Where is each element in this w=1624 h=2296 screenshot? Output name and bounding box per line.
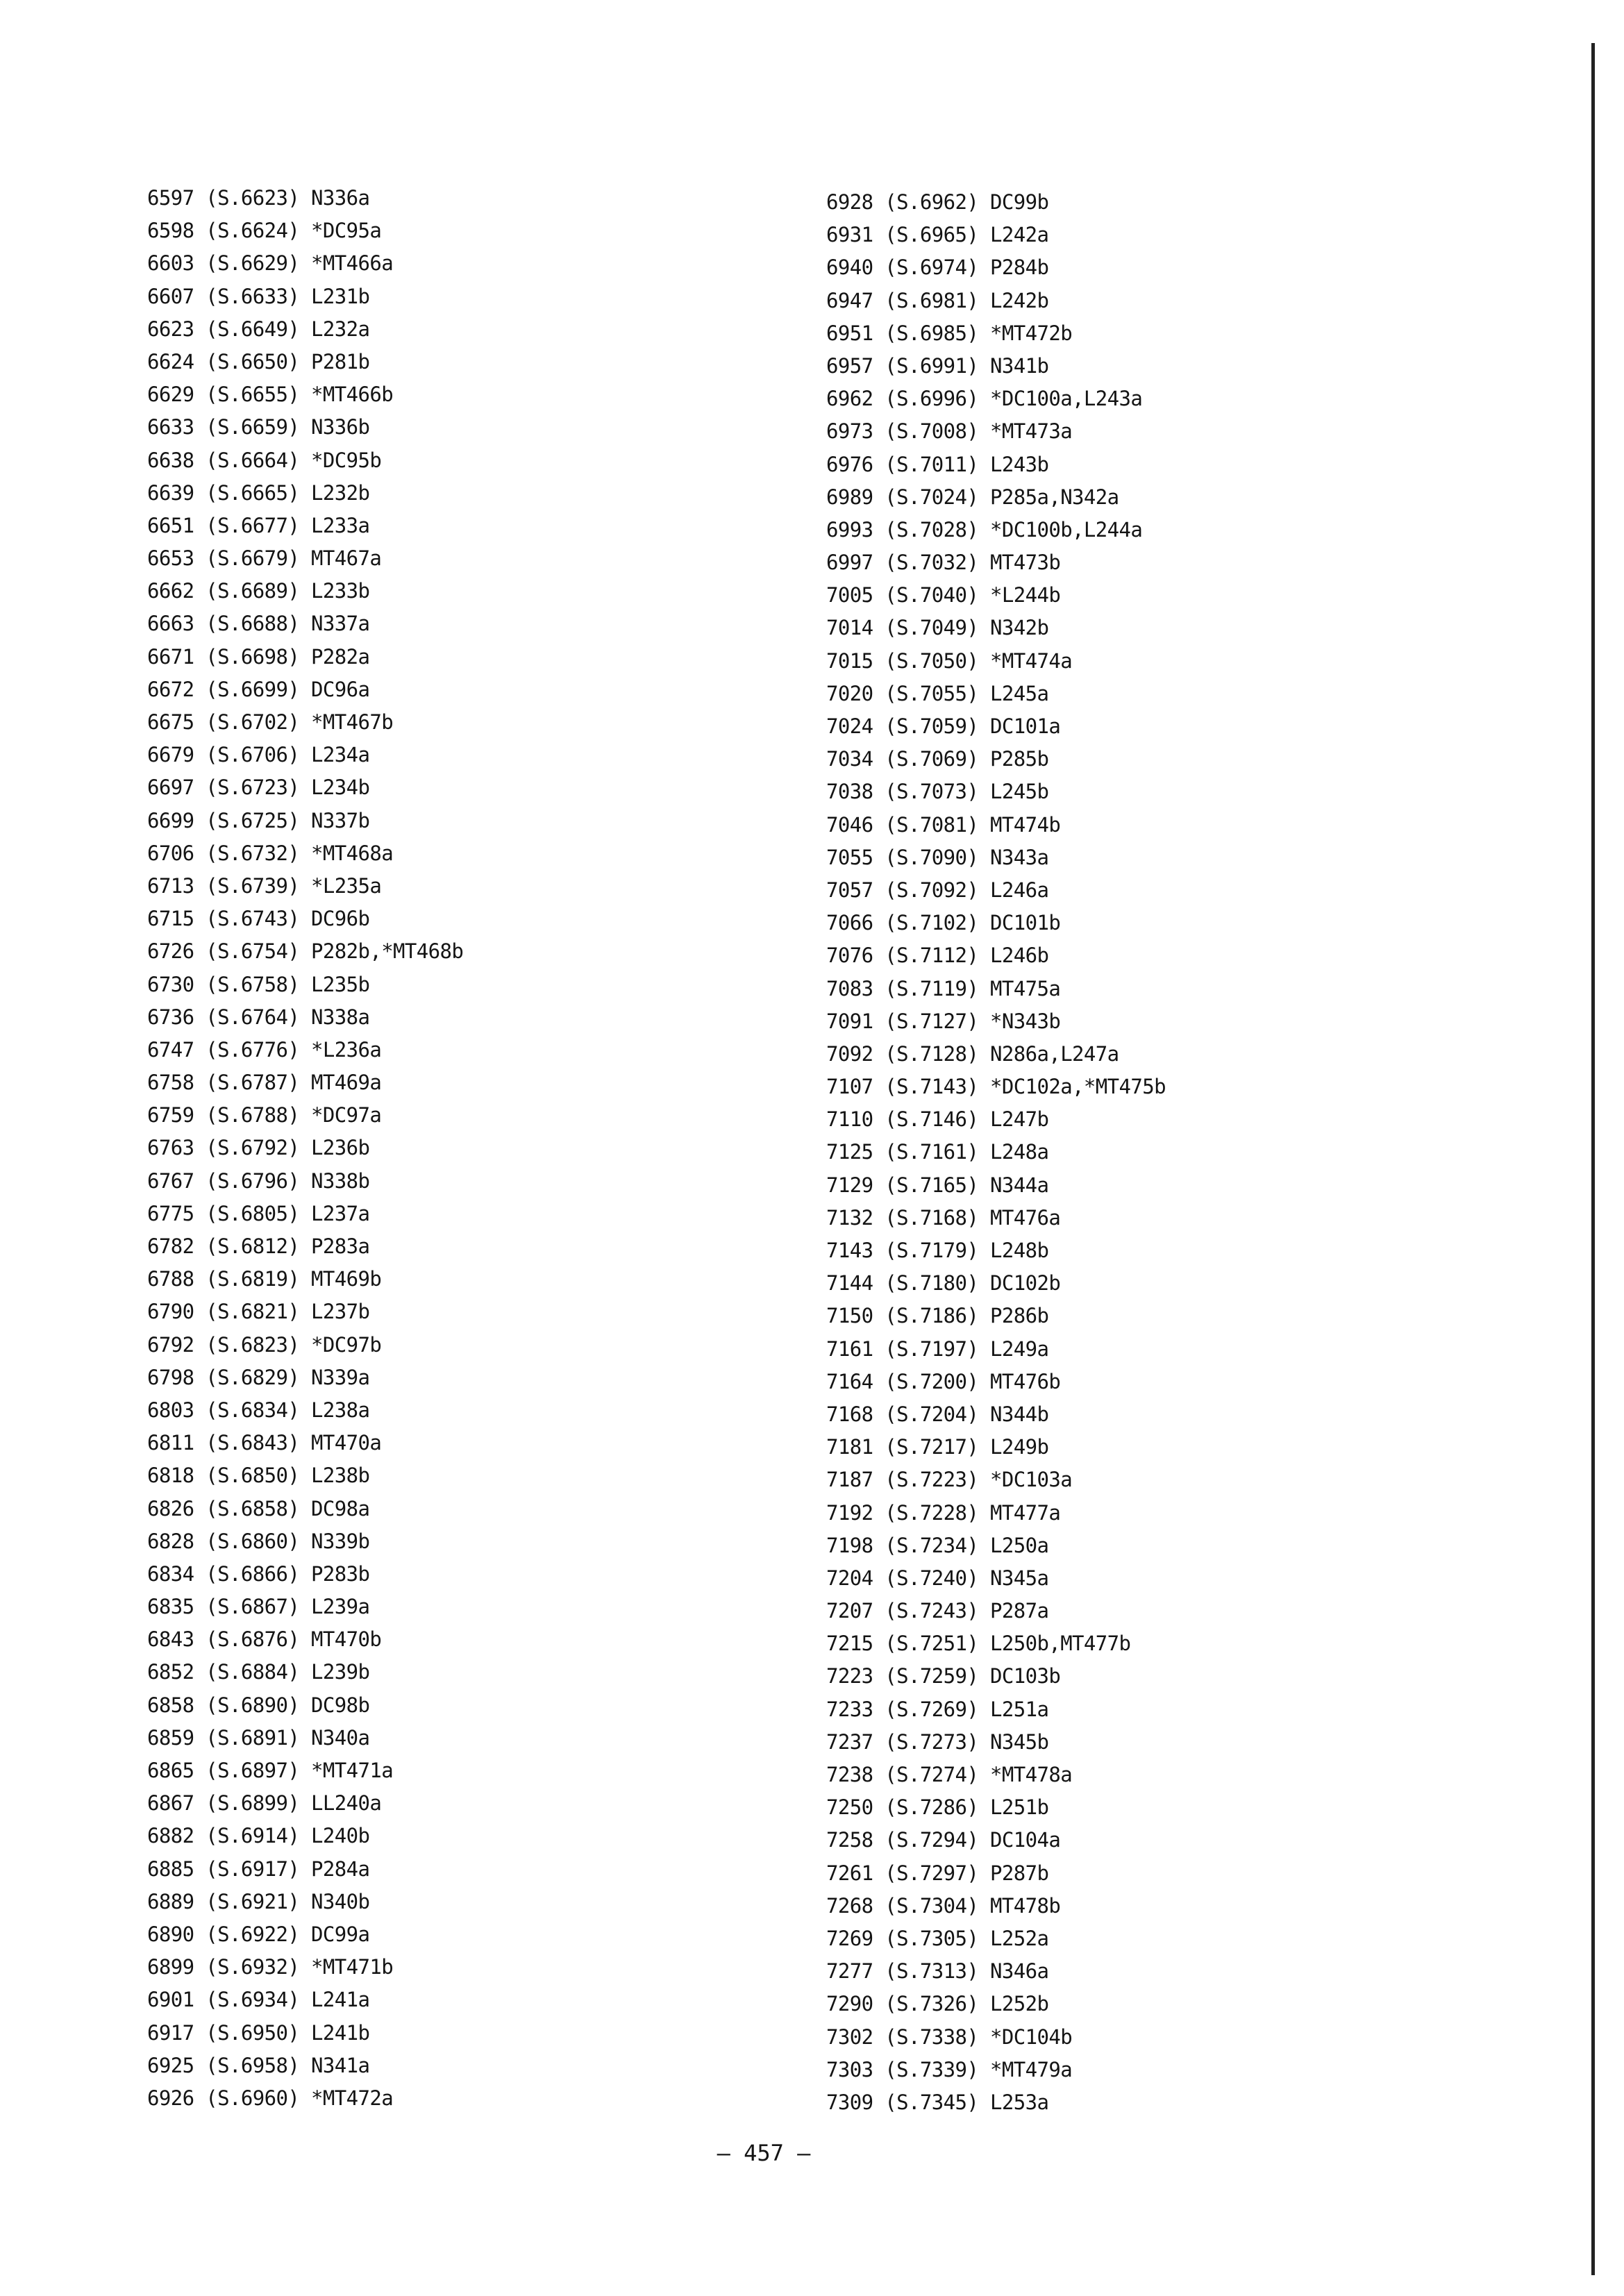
index-entry: 7015 (S.7050) *MT474a [826, 648, 1073, 673]
index-entry: 6790 (S.6821) L237b [147, 1300, 370, 1324]
index-entry: 6858 (S.6890) DC98b [147, 1693, 370, 1717]
index-entry: 7038 (S.7073) L245b [826, 780, 1049, 804]
index-entry: 6623 (S.6649) L232a [147, 317, 370, 341]
index-entry: 7261 (S.7297) P287b [826, 1861, 1049, 1885]
index-entry: 7192 (S.7228) MT477a [826, 1500, 1061, 1525]
index-entry: 6651 (S.6677) L233a [147, 513, 370, 537]
index-entry: 6931 (S.6965) L242a [826, 223, 1049, 247]
index-entry: 6885 (S.6917) P284a [147, 1857, 370, 1881]
index-entry: 6928 (S.6962) DC99b [826, 190, 1049, 214]
index-entry: 6653 (S.6679) MT467a [147, 546, 382, 571]
index-entry: 7204 (S.7240) N345a [826, 1566, 1049, 1590]
index-entry: 6747 (S.6776) *L236a [147, 1037, 382, 1062]
index-entry: 6629 (S.6655) *MT466b [147, 383, 394, 407]
index-entry: 6706 (S.6732) *MT468a [147, 841, 394, 865]
index-entry: 7144 (S.7180) DC102b [826, 1271, 1061, 1296]
index-entry: 6957 (S.6991) N341b [826, 353, 1049, 378]
index-entry: 6788 (S.6819) MT469b [147, 1267, 382, 1291]
index-entry: 6835 (S.6867) L239a [147, 1595, 370, 1619]
index-entry: 6926 (S.6960) *MT472a [147, 2086, 394, 2110]
index-entry: 6758 (S.6787) MT469a [147, 1071, 382, 1095]
index-entry: 7132 (S.7168) MT476a [826, 1205, 1061, 1230]
index-entry: 6962 (S.6996) *DC100a,L243a [826, 387, 1143, 411]
index-entry: 6843 (S.6876) MT470b [147, 1627, 382, 1652]
index-entry: 7005 (S.7040) *L244b [826, 583, 1061, 607]
index-entry: 6947 (S.6981) L242b [826, 288, 1049, 312]
index-entry: 7237 (S.7273) N345b [826, 1729, 1049, 1754]
index-entry: 6951 (S.6985) *MT472b [826, 321, 1073, 345]
index-entry: 7014 (S.7049) N342b [826, 616, 1049, 640]
index-entry: 7164 (S.7200) MT476b [826, 1369, 1061, 1393]
index-entry: 7187 (S.7223) *DC103a [826, 1468, 1073, 1492]
index-entry: 7076 (S.7112) L246b [826, 944, 1049, 968]
index-entry: 7083 (S.7119) MT475a [826, 976, 1061, 1000]
index-entry: 6782 (S.6812) P283a [147, 1234, 370, 1258]
index-entry: 6767 (S.6796) N338b [147, 1168, 370, 1193]
index-entry: 6624 (S.6650) P281b [147, 349, 370, 374]
index-entry: 6828 (S.6860) N339b [147, 1529, 370, 1553]
index-entry: 7066 (S.7102) DC101b [826, 911, 1061, 935]
index-entry: 7092 (S.7128) N286a,L247a [826, 1041, 1119, 1066]
index-entry: 7290 (S.7326) L252b [826, 1992, 1049, 2016]
index-entry: 7168 (S.7204) N344b [826, 1402, 1049, 1426]
index-column-right [826, 186, 1166, 2119]
index-entry: 7024 (S.7059) DC101a [826, 714, 1061, 738]
index-entry: 7046 (S.7081) MT474b [826, 812, 1061, 837]
index-entry: 7238 (S.7274) *MT478a [826, 1763, 1073, 1786]
index-entry: 6607 (S.6633) L231b [147, 284, 370, 308]
index-entry: 7250 (S.7286) L251b [826, 1795, 1049, 1820]
index-entry: 6759 (S.6788) *DC97a [147, 1103, 382, 1128]
index-entry: 6603 (S.6629) *MT466a [147, 251, 394, 276]
index-entry: 6976 (S.7011) L243b [826, 452, 1049, 476]
index-entry: 6993 (S.7028) *DC100b,L244a [826, 517, 1143, 542]
index-entry: 7150 (S.7186) P286b [826, 1304, 1049, 1328]
index-entry: 6973 (S.7008) *MT473a [826, 419, 1073, 444]
index-entry: 6679 (S.6706) L234a [147, 743, 370, 767]
index-entry: 7091 (S.7127) *N343b [826, 1009, 1061, 1033]
index-entry: 6826 (S.6858) DC98a [147, 1496, 370, 1520]
index-entry: 7309 (S.7345) L253a [826, 2090, 1049, 2114]
index-entry: 6834 (S.6866) P283b [147, 1561, 370, 1586]
index-entry: 6672 (S.6699) DC96a [147, 677, 370, 701]
index-entry: 7020 (S.7055) L245a [826, 681, 1049, 705]
index-entry: 7223 (S.7259) DC103b [826, 1664, 1061, 1689]
index-entry: 6663 (S.6688) N337a [147, 612, 370, 636]
index-entry: 7125 (S.7161) L248a [826, 1140, 1049, 1164]
index-entry: 6598 (S.6624) *DC95a [147, 219, 382, 243]
index-entry: 6639 (S.6665) L232b [147, 480, 370, 505]
index-entry: 6798 (S.6829) N339a [147, 1365, 370, 1389]
index-entry: 6662 (S.6689) L233b [147, 579, 370, 603]
index-entry: 6699 (S.6725) N337b [147, 808, 370, 832]
index-entry: 6852 (S.6884) L239b [147, 1660, 370, 1684]
index-entry: 6726 (S.6754) P282b,*MT468b [147, 939, 464, 964]
index-entry: 7198 (S.7234) L250a [826, 1533, 1049, 1557]
index-entry: 7303 (S.7339) *MT479a [826, 2057, 1073, 2081]
index-entry: 6675 (S.6702) *MT467b [147, 710, 394, 734]
index-entry: 6715 (S.6743) DC96b [147, 907, 370, 931]
index-entry: 7161 (S.7197) L249a [826, 1336, 1049, 1361]
index-entry: 6713 (S.6739) *L235a [147, 873, 382, 898]
index-entry: 6867 (S.6899) LL240a [147, 1791, 382, 1816]
binding-edge-line [1591, 43, 1595, 2275]
index-entry: 6889 (S.6921) N340b [147, 1889, 370, 1913]
index-entry: 6818 (S.6850) L238b [147, 1464, 370, 1488]
index-entry: 7207 (S.7243) P287a [826, 1599, 1049, 1623]
index-entry: 7129 (S.7165) N344a [826, 1173, 1049, 1197]
index-entry: 6763 (S.6792) L236b [147, 1136, 370, 1160]
index-entry: 7055 (S.7090) N343a [826, 845, 1049, 869]
index-entry: 6811 (S.6843) MT470a [147, 1431, 382, 1455]
index-entry: 7215 (S.7251) L250b,MT477b [826, 1632, 1131, 1656]
index-entry: 6775 (S.6805) L237a [147, 1201, 370, 1225]
index-entry: 7143 (S.7179) L248b [826, 1239, 1049, 1262]
index-entry: 6859 (S.6891) N340a [147, 1725, 370, 1750]
index-entry: 6997 (S.7032) MT473b [826, 551, 1061, 575]
index-column-left [147, 182, 463, 2115]
index-entry: 6940 (S.6974) P284b [826, 255, 1049, 280]
index-entry: 6697 (S.6723) L234b [147, 776, 370, 800]
index-entry: 6792 (S.6823) *DC97b [147, 1332, 382, 1357]
index-entry: 6730 (S.6758) L235b [147, 972, 370, 996]
index-entry: 6901 (S.6934) L241a [147, 1988, 370, 2012]
index-entry: 7277 (S.7313) N346a [826, 1959, 1049, 1984]
index-entry: 7181 (S.7217) L249b [826, 1435, 1049, 1459]
index-entry: 7258 (S.7294) DC104a [826, 1828, 1061, 1852]
index-entry: 6597 (S.6623) N336a [147, 186, 370, 210]
index-entry: 7107 (S.7143) *DC102a,*MT475b [826, 1075, 1166, 1099]
index-entry: 7057 (S.7092) L246a [826, 878, 1049, 902]
index-entry: 6890 (S.6922) DC99a [147, 1922, 370, 1946]
index-entry: 6803 (S.6834) L238a [147, 1398, 370, 1422]
index-entry: 6671 (S.6698) P282a [147, 644, 370, 669]
index-entry: 6736 (S.6764) N338a [147, 1005, 370, 1029]
index-entry: 6882 (S.6914) L240b [147, 1824, 370, 1848]
index-entry: 6899 (S.6932) *MT471b [147, 1955, 394, 1979]
index-entry: 7110 (S.7146) L247b [826, 1107, 1049, 1132]
index-entry: 7034 (S.7069) P285b [826, 747, 1049, 771]
index-entry: 6865 (S.6897) *MT471a [147, 1759, 394, 1782]
index-entry: 6925 (S.6958) N341a [147, 2053, 370, 2077]
index-entry: 6638 (S.6664) *DC95b [147, 448, 382, 472]
index-entry: 7302 (S.7338) *DC104b [826, 2025, 1073, 2049]
index-entry: 6917 (S.6950) L241b [147, 2020, 370, 2045]
index-entry: 7233 (S.7269) L251a [826, 1697, 1049, 1721]
index-entry: 6633 (S.6659) N336b [147, 415, 370, 439]
index-entry: 7268 (S.7304) MT478b [826, 1893, 1061, 1918]
index-entry: 6989 (S.7024) P285a,N342a [826, 485, 1119, 509]
index-entry: 7269 (S.7305) L252a [826, 1926, 1049, 1950]
page-number: — 457 — [717, 2140, 811, 2166]
